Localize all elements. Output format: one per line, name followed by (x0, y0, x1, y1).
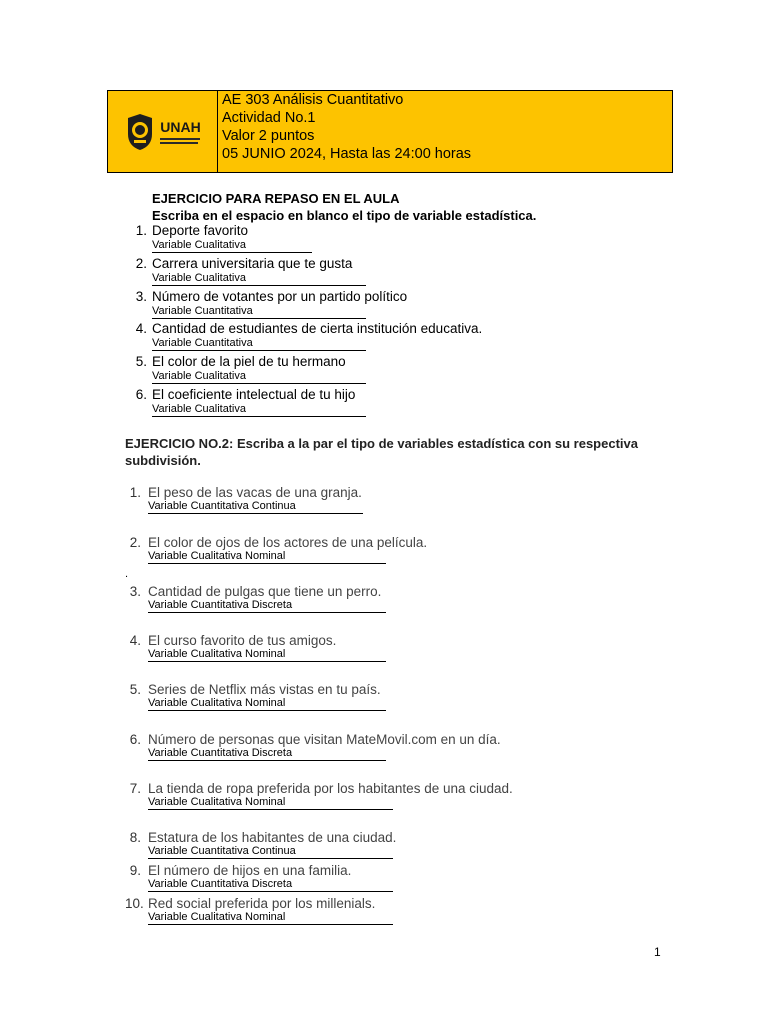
list-item (125, 535, 725, 567)
item-question: Cantidad de estudiantes de cierta institución educativa. (152, 321, 483, 337)
list-item (125, 485, 725, 517)
item-number: 9. (129, 863, 141, 878)
item-number: 7. (129, 781, 141, 796)
list-item (125, 830, 725, 862)
item-number: 2. (135, 255, 147, 271)
item-question: Red social preferida por los millenials. (148, 896, 376, 911)
item-answer: Variable Cuantitativa Discreta (148, 747, 386, 761)
item-number: 4. (135, 321, 147, 337)
logo-text: UNAH (160, 118, 201, 135)
item-number: 8. (129, 830, 141, 845)
item-question: El curso favorito de tus amigos. (148, 633, 337, 648)
item-number: 5. (135, 354, 147, 370)
item-number: 3. (135, 288, 147, 304)
list-item (125, 732, 725, 764)
item-answer: Variable Cuantitativa (152, 337, 366, 351)
item-number: 1. (129, 485, 141, 500)
logo-cell (108, 91, 218, 172)
item-question: El color de la piel de tu hermano (152, 354, 346, 370)
item-answer: Variable Cualitativa Nominal (148, 796, 393, 810)
item-number: 6. (129, 732, 141, 747)
stray-mark: . (125, 568, 129, 580)
item-answer: Variable Cualitativa Nominal (148, 550, 386, 564)
due-date: 05 JUNIO 2024, Hasta las 24:00 horas (222, 146, 472, 162)
points-value: Valor 2 puntos (222, 128, 315, 144)
item-question: El coeficiente intelectual de tu hijo (152, 386, 356, 402)
unah-shield-icon (124, 112, 156, 152)
exercise1-title: EJERCICIO PARA REPASO EN EL AULA (152, 191, 400, 206)
list-item (125, 633, 725, 665)
activity-label: Actividad No.1 (222, 110, 316, 126)
item-answer: Variable Cualitativa Nominal (148, 648, 386, 662)
item-number: 6. (135, 386, 147, 402)
item-question: El peso de las vacas de una granja. (148, 485, 362, 500)
item-question: Carrera universitaria que te gusta (152, 255, 353, 271)
item-question: Número de personas que visitan MateMovil.com en un día. (148, 732, 501, 747)
page-number: 1 (654, 945, 661, 959)
item-answer: Variable Cuantitativa (152, 305, 366, 319)
item-question: Número de votantes por un partido político (152, 288, 408, 304)
list-item (125, 584, 725, 616)
item-answer: Variable Cuantitativa Continua (148, 845, 393, 859)
header-table (107, 90, 673, 173)
item-number: 2. (129, 535, 141, 550)
item-answer: Variable Cualitativa (152, 403, 366, 417)
exercise1-heading (152, 190, 536, 224)
item-answer: Variable Cualitativa (152, 370, 366, 384)
list-item (125, 863, 725, 895)
item-question: El color de ojos de los actores de una película. (148, 535, 428, 550)
exercise2-title: EJERCICIO NO.2: Escriba a la par el tipo de variables estadística con su respectiva subdivisión. (125, 436, 638, 468)
item-question: Series de Netflix más vistas en tu país. (148, 682, 381, 697)
item-number: 4. (129, 633, 141, 648)
list-item (125, 781, 725, 813)
list-item (125, 896, 725, 928)
item-question: Cantidad de pulgas que tiene un perro. (148, 584, 382, 599)
list-item (125, 682, 725, 714)
item-number: 3. (129, 584, 141, 599)
item-question: La tienda de ropa preferida por los habitantes de una ciudad. (148, 781, 513, 796)
item-answer: Variable Cuantitativa Discreta (148, 878, 393, 892)
item-answer: Variable Cualitativa (152, 272, 366, 286)
logo-rule (160, 138, 200, 140)
item-answer: Variable Cuantitativa Discreta (148, 599, 386, 613)
item-answer: Variable Cualitativa Nominal (148, 697, 386, 711)
item-answer: Variable Cualitativa (152, 239, 312, 253)
logo-rule (160, 142, 198, 144)
header-info (218, 91, 672, 172)
exercise1-instruction: Escriba en el espacio en blanco el tipo de variable estadística. (152, 208, 537, 223)
course-title: AE 303 Análisis Cuantitativo (222, 92, 404, 108)
item-answer: Variable Cualitativa Nominal (148, 911, 393, 925)
item-question: Deporte favorito (152, 223, 249, 238)
item-number: 5. (129, 682, 141, 697)
item-question: Estatura de los habitantes de una ciudad. (148, 830, 397, 845)
item-question: El número de hijos en una familia. (148, 863, 352, 878)
item-answer: Variable Cuantitativa Continua (148, 500, 363, 514)
item-number: 10. (125, 896, 144, 911)
item-number: 1. (135, 223, 147, 238)
